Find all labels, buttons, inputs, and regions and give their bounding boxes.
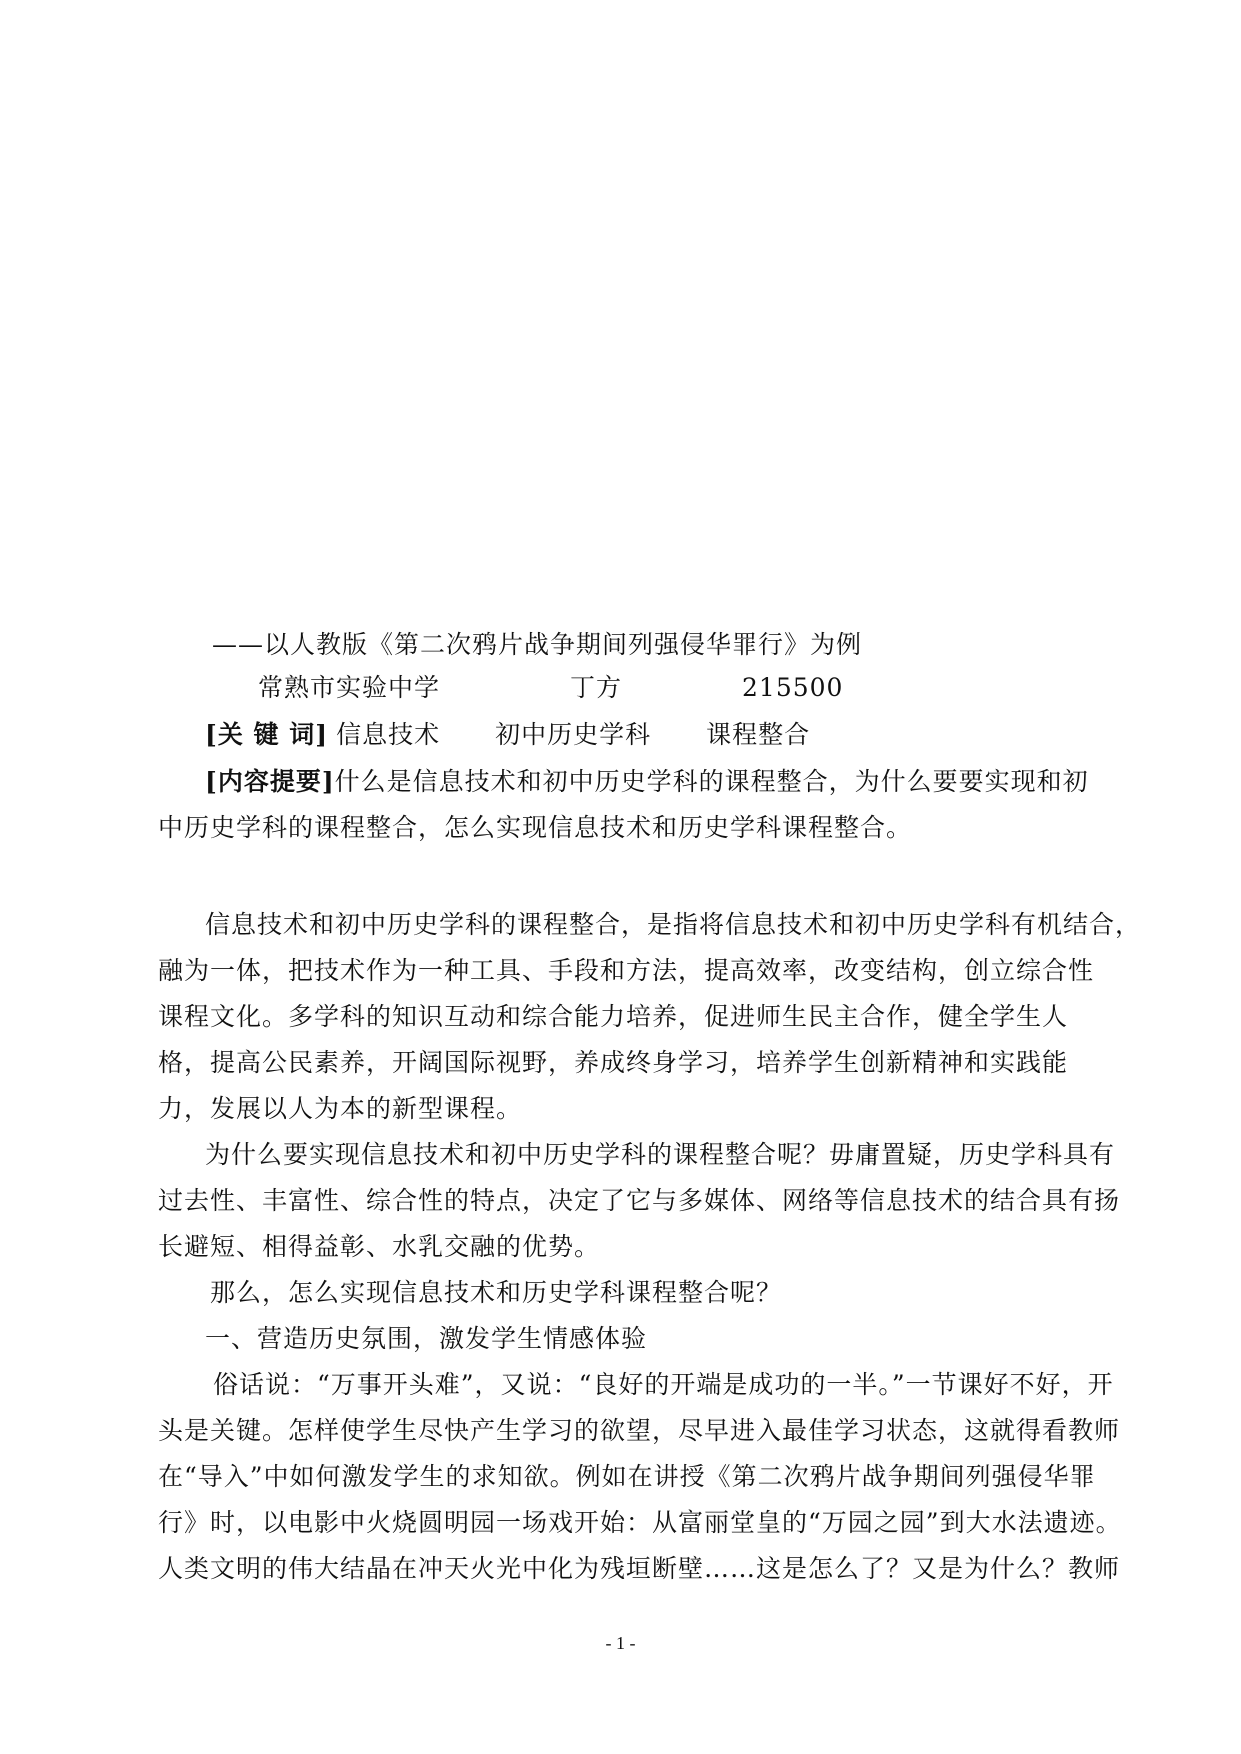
paragraph-line: 那么，怎么实现信息技术和历史学科课程整合呢？ xyxy=(210,1278,783,1307)
abstract-text: 什么是信息技术和初中历史学科的课程整合，为什么要要实现和初 xyxy=(334,767,1089,796)
paragraph-line: 行》时，以电影中火烧圆明园一场戏开始：从富丽堂皇的“万园之园”到大水法遗迹。 xyxy=(158,1508,1122,1537)
keyword-item: 信息技术 xyxy=(336,720,441,749)
section-heading: 一、营造历史氛围，激发学生情感体验 xyxy=(205,1324,648,1353)
abstract-line-1 xyxy=(205,767,1089,797)
author-line xyxy=(258,673,843,703)
abstract-line-2: 中历史学科的课程整合，怎么实现信息技术和历史学科课程整合。 xyxy=(158,813,913,842)
paragraph-line: 课程文化。多学科的知识互动和综合能力培养，促进师生民主合作，健全学生人 xyxy=(158,1002,1069,1031)
paragraph-line: 格，提高公民素养，开阔国际视野，养成终身学习，培养学生创新精神和实践能 xyxy=(158,1048,1069,1077)
paragraph-line: 俗话说：“万事开头难”，又说：“良好的开端是成功的一半。”一节课好不好，开 xyxy=(213,1370,1114,1399)
paragraph-line: 为什么要实现信息技术和初中历史学科的课程整合呢？毋庸置疑，历史学科具有 xyxy=(205,1140,1116,1169)
paragraph-line: 融为一体，把技术作为一种工具、手段和方法，提高效率，改变结构，创立综合性 xyxy=(158,956,1095,985)
keywords-line xyxy=(205,720,810,750)
paragraph-line: 过去性、丰富性、综合性的特点，决定了它与多媒体、网络等信息技术的结合具有扬 xyxy=(158,1186,1121,1215)
paragraph-line: 信息技术和初中历史学科的课程整合，是指将信息技术和初中历史学科有机结合， xyxy=(205,910,1142,939)
abstract-label: [内容提要] xyxy=(205,767,335,796)
author-school: 常熟市实验中学 xyxy=(258,673,441,702)
page-number: - 1 - xyxy=(605,1633,636,1653)
paragraph-line: 人类文明的伟大结晶在冲天火光中化为残垣断壁……这是怎么了？又是为什么？教师 xyxy=(158,1554,1121,1583)
paragraph-line: 长避短、相得益彰、水乳交融的优势。 xyxy=(158,1232,601,1261)
keyword-item: 课程整合 xyxy=(706,720,811,749)
keyword-item: 初中历史学科 xyxy=(495,720,652,749)
paragraph-line: 头是关键。怎样使学生尽快产生学习的欲望，尽早进入最佳学习状态，这就得看教师 xyxy=(158,1416,1121,1445)
subtitle: ——以人教版《第二次鸦片战争期间列强侵华罪行》为例 xyxy=(212,630,863,659)
paragraph-line: 力，发展以人为本的新型课程。 xyxy=(158,1094,523,1123)
author-name: 丁方 xyxy=(570,673,623,702)
paragraph-line: 在“导入”中如何激发学生的求知欲。例如在讲授《第二次鸦片战争期间列强侵华罪 xyxy=(158,1462,1096,1491)
author-postcode: 215500 xyxy=(742,673,844,702)
keywords-label: [关 键 词] xyxy=(205,720,329,749)
